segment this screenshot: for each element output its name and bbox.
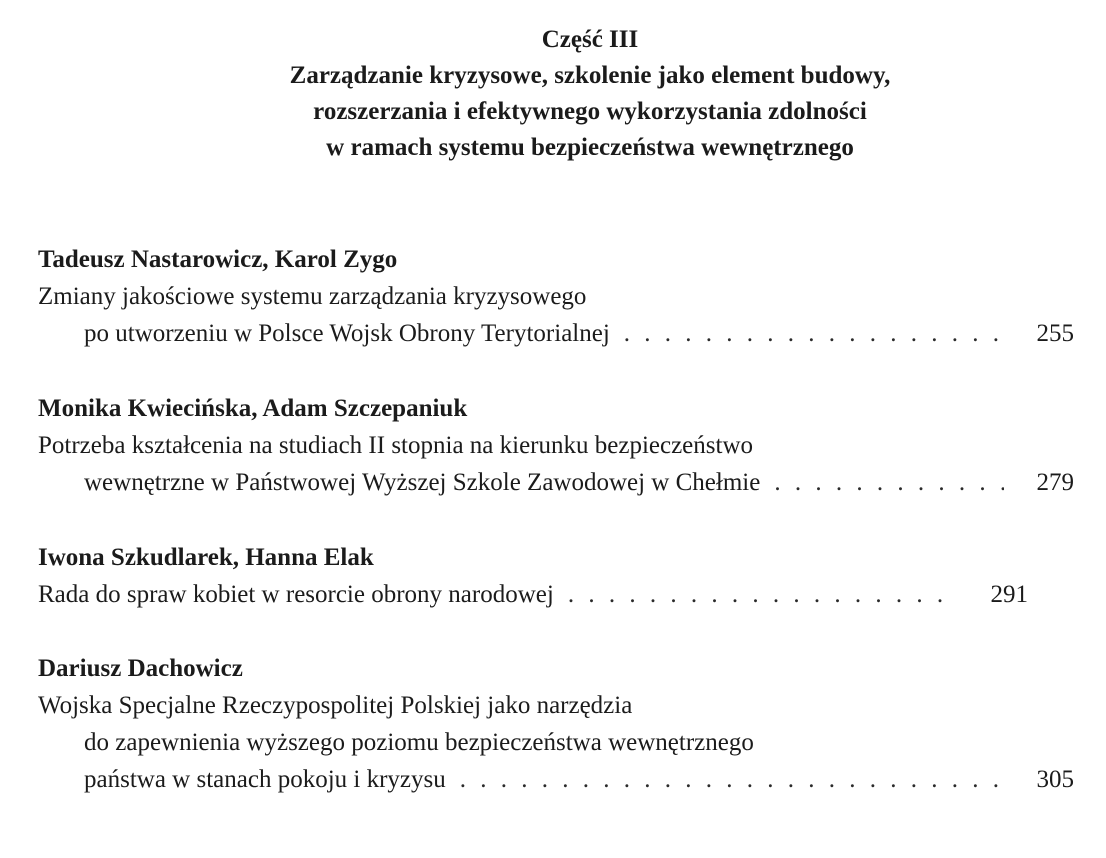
entry-last-line [38,761,1074,798]
toc-entry [38,241,1074,352]
entry-page-number: 279 [1036,469,1074,496]
entry-title-line: Potrzeba kształcenia na studiach II stopnia na kierunku bezpieczeństwo [38,432,754,459]
entry-title-line: wewnętrzne w Państwowej Wyższej Szkole Zawodowej w Chełmie [84,469,761,496]
entry-title-line: po utworzeniu w Polsce Wojsk Obrony Terytorialnej [84,320,610,347]
part-header [150,22,1030,166]
entry-title-line: Wojska Specjalne Rzeczypospolitej Polskiej jako narzędzia [38,692,633,719]
part-title-line: Zarządzanie kryzysowe, szkolenie jako element budowy, [289,62,891,89]
toc-entry [38,650,1074,798]
toc-entry [38,390,1074,501]
toc-entry [38,539,1038,613]
part-title-line: rozszerzania i efektywnego wykorzystania zdolności [313,98,867,125]
entry-last-line [38,315,1074,352]
part-title-line: w ramach systemu bezpieczeństwa wewnętrznego [326,134,854,161]
dot-leader [460,761,1004,798]
dot-leader [624,315,1004,352]
entry-authors: Tadeusz Nastarowicz, Karol Zygo [38,246,398,273]
dot-leader [568,576,958,613]
entry-authors: Dariusz Dachowicz [38,655,243,682]
entry-last-line [38,464,1074,501]
entry-page-number: 255 [1036,320,1074,347]
entry-page-number: 305 [1036,766,1074,793]
entry-page-number: 291 [990,581,1028,608]
entry-title-line: Zmiany jakościowe systemu zarządzania kryzysowego [38,283,587,310]
entry-title-line: do zapewnienia wyższego poziomu bezpieczeństwa wewnętrznego [84,729,754,756]
entry-title-line: państwa w stanach pokoju i kryzysu [84,766,446,793]
entry-title-line: Rada do spraw kobiet w resorcie obrony narodowej [38,581,554,608]
entry-last-line [38,576,1028,613]
entry-authors: Iwona Szkudlarek, Hanna Elak [38,544,374,571]
entry-authors: Monika Kwiecińska, Adam Szczepaniuk [38,395,468,422]
dot-leader [774,464,1004,501]
part-label: Część III [541,26,639,53]
